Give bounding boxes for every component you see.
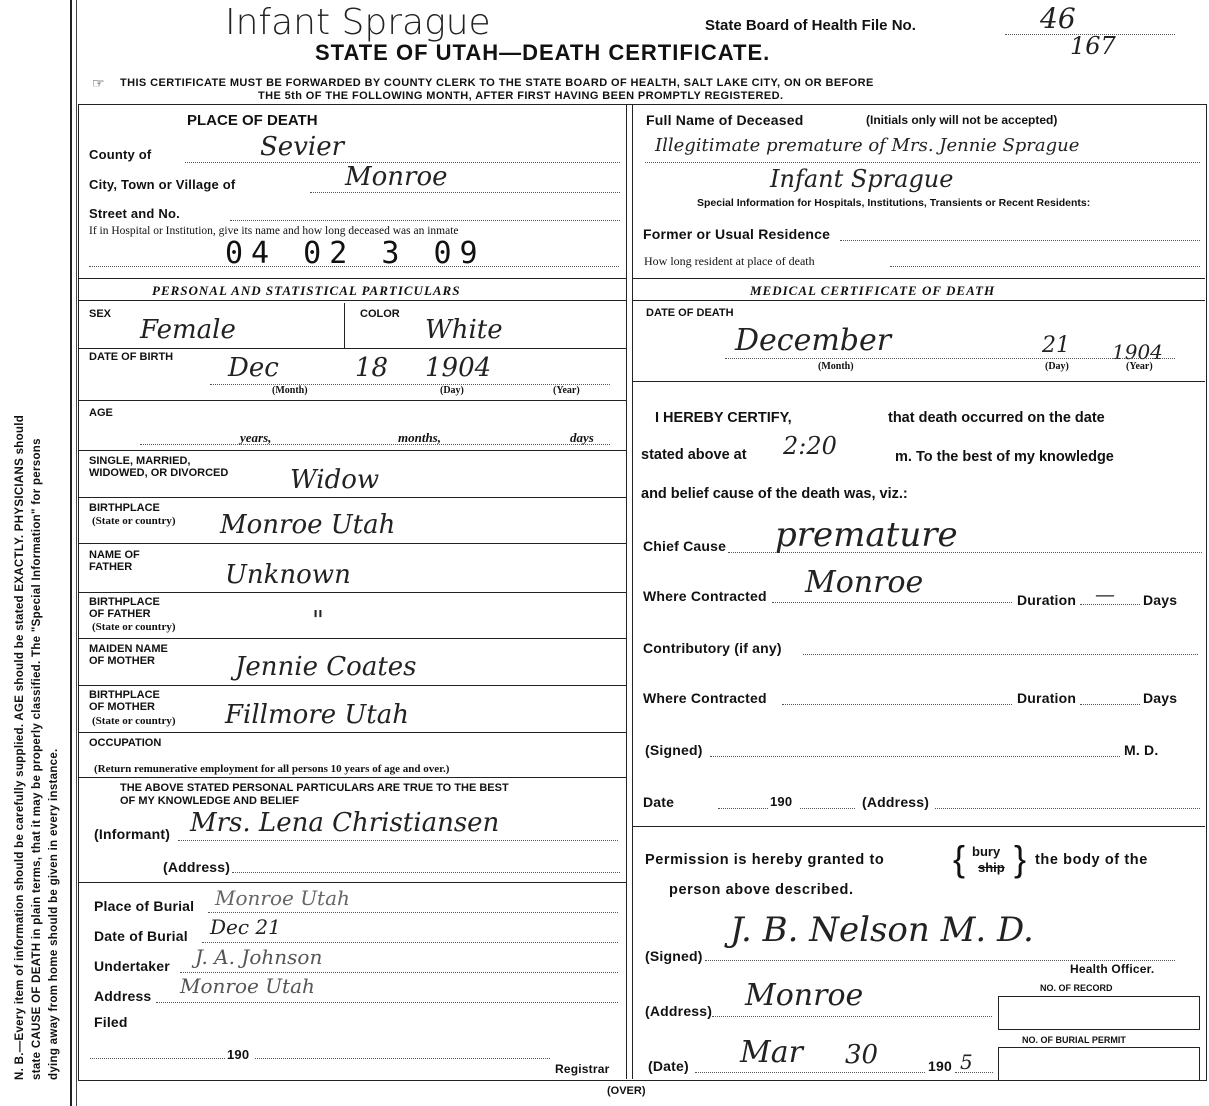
how-long-line: [890, 266, 1200, 267]
burial-section-rule: [78, 882, 626, 883]
chief-cause-label: Chief Cause: [643, 538, 727, 554]
street-line: [230, 220, 620, 221]
city-label: City, Town or Village of: [89, 177, 236, 192]
dob-month-label: (Month): [272, 385, 308, 396]
undertaker-address-line: [156, 1002, 618, 1003]
option-bury: bury: [972, 844, 1001, 859]
where-contracted-value: Monroe: [805, 565, 924, 600]
permission-address-line: [712, 1016, 992, 1017]
dob-label: DATE OF BIRTH: [89, 351, 174, 363]
center-divider-1: [626, 104, 627, 1079]
dod-day: 21: [1042, 333, 1070, 358]
medical-year-prefix: 190: [770, 794, 793, 809]
birthplace-mother-state-label: (State or country): [92, 715, 176, 727]
certify-line-1a: I HEREBY CERTIFY,: [655, 410, 792, 426]
registrar-label: Registrar: [555, 1062, 610, 1076]
birthplace-state-label: (State or country): [92, 515, 176, 527]
duration-2-line: [1080, 704, 1140, 705]
chief-cause-value: premature: [775, 515, 958, 555]
duration-2-label: Duration: [1017, 690, 1077, 706]
certificate-title: STATE OF UTAH—DEATH CERTIFICATE.: [315, 40, 771, 65]
side-note-inner: dying away from home should be given in every instance.: [48, 748, 60, 1080]
dob-day: 18: [355, 353, 389, 383]
section-rule-left-bottom: [78, 300, 626, 301]
record-number-label: NO. OF RECORD: [1040, 983, 1113, 993]
burial-place-label: Place of Burial: [94, 898, 195, 914]
birthplace-father-label-1: BIRTHPLACE: [89, 596, 160, 608]
file-number: 46: [1040, 2, 1076, 35]
street-label: Street and No.: [89, 206, 180, 221]
maiden-value: Jennie Coates: [235, 652, 417, 682]
filed-line-a: [90, 1058, 225, 1059]
file-number-2: 167: [1070, 32, 1116, 60]
side-rule-2: [76, 0, 77, 1106]
age-label: AGE: [89, 407, 113, 419]
medical-signed-line: [710, 756, 1120, 757]
permission-signed-line: [705, 960, 1175, 961]
dod-year-label: (Year): [1126, 361, 1153, 372]
duration-label: Duration: [1017, 592, 1077, 608]
birthplace-mother-label-2: OF MOTHER: [89, 701, 155, 713]
health-officer-signature: J. B. Nelson M. D.: [730, 910, 1034, 950]
permission-year-line: [955, 1072, 993, 1073]
medical-heading: MEDICAL CERTIFICATE OF DEATH: [750, 283, 996, 298]
duration-value: —: [1095, 582, 1115, 606]
medical-date-label: Date: [643, 794, 675, 810]
pointing-hand-icon: ☞: [92, 75, 105, 91]
birthplace-label: BIRTHPLACE: [89, 502, 160, 514]
dob-month: Dec: [228, 353, 279, 383]
burial-date-label: Date of Burial: [94, 928, 188, 944]
undertaker-value: J. A. Johnson: [195, 945, 323, 969]
place-of-death-heading: PLACE OF DEATH: [187, 112, 318, 129]
sex-color-divider: [344, 303, 345, 348]
medical-date-line-b: [800, 808, 855, 809]
permission-signed-label: (Signed): [645, 948, 703, 964]
undertaker-label: Undertaker: [94, 958, 170, 974]
permission-text-3: person above described.: [669, 882, 854, 898]
true-statement-1: THE ABOVE STATED PERSONAL PARTICULARS ARE TRUE TO THE BEST: [120, 782, 509, 794]
row-rule-2: [78, 400, 626, 401]
section-rule-right-bottom: [632, 300, 1205, 301]
birthplace-father-value: ": [312, 606, 324, 636]
md-label: M. D.: [1124, 742, 1159, 758]
header-name-handwritten: Infant Sprague: [225, 2, 491, 43]
full-name-label: Full Name of Deceased: [646, 112, 804, 128]
death-time: 2:20: [783, 432, 837, 460]
birthplace-father-state-label: (State or country): [92, 621, 176, 633]
full-name-underline-1: [645, 162, 1200, 163]
former-residence-label: Former or Usual Residence: [643, 226, 831, 242]
permission-section-rule: [632, 826, 1205, 827]
dob-day-label: (Day): [440, 385, 464, 396]
age-months-label: months,: [398, 430, 441, 445]
full-name-line-2: Infant Sprague: [770, 165, 954, 193]
personal-heading: PERSONAL AND STATISTICAL PARTICULARS: [152, 283, 461, 298]
dod-line: [725, 358, 1175, 359]
full-name-note: (Initials only will not be accepted): [866, 113, 1058, 127]
birthplace-mother-label-1: BIRTHPLACE: [89, 689, 160, 701]
dod-month-label: (Month): [818, 361, 854, 372]
permission-date-label: (Date): [648, 1058, 689, 1074]
informant-line: [178, 840, 618, 841]
father-label-2: FATHER: [89, 561, 133, 573]
permission-year-prefix: 190: [928, 1058, 952, 1074]
side-note-middle: state CAUSE OF DEATH in plain terms, that it may be properly classified. The "Special Information" for persons: [31, 438, 43, 1080]
filed-line-b: [255, 1058, 550, 1059]
color-value: White: [425, 315, 503, 345]
stamp-number: 04 02 3 09: [225, 236, 486, 271]
permission-text-2: the body of the: [1035, 852, 1148, 868]
record-number-box: [998, 996, 1200, 1030]
special-info-label: Special Information for Hospitals, Institutions, Transients or Recent Residents:: [697, 197, 1091, 209]
dod-day-label: (Day): [1045, 361, 1069, 372]
health-officer-label: Health Officer.: [1070, 962, 1155, 976]
row-rule-4: [78, 497, 626, 498]
dod-year: 1904: [1112, 340, 1163, 364]
father-label-1: NAME OF: [89, 549, 140, 561]
informant-address-line: [232, 872, 620, 873]
board-label: State Board of Health File No.: [705, 17, 916, 34]
marital-value: Widow: [290, 465, 380, 495]
hospital-label: If in Hospital or Institution, give its name and how long deceased was an inmate: [89, 225, 459, 237]
instruction-line-1: THIS CERTIFICATE MUST BE FORWARDED BY COUNTY CLERK TO THE STATE BOARD OF HEALTH, SALT LAKE CITY, ON OR BEFORE: [120, 77, 874, 89]
former-residence-line: [840, 240, 1200, 241]
side-rule: [70, 0, 72, 1106]
row-rule-1: [78, 348, 626, 349]
burial-date-value: Dec 21: [210, 915, 281, 939]
where-contracted-line: [772, 602, 1012, 603]
medical-address-line: [935, 808, 1200, 809]
age-line: [140, 444, 610, 445]
row-rule-10: [78, 777, 626, 778]
permission-date-day: 30: [845, 1040, 879, 1070]
marital-label-2: WIDOWED, OR DIVORCED: [89, 467, 229, 479]
option-ship: ship: [978, 860, 1005, 875]
certify-line-2a: stated above at: [641, 447, 747, 463]
county-label: County of: [89, 147, 152, 162]
certify-line-3: and belief cause of the death was, viz.:: [641, 486, 908, 502]
dod-month: December: [735, 323, 892, 358]
maiden-label-2: OF MOTHER: [89, 655, 155, 667]
row-rule-9: [78, 732, 626, 733]
informant-label: (Informant): [94, 826, 171, 842]
certify-line-2b: m. To the best of my knowledge: [895, 449, 1114, 465]
how-long-label: How long resident at place of death: [644, 254, 815, 268]
over-label: (OVER): [607, 1085, 646, 1097]
city-line: [310, 192, 620, 193]
where-contracted-2-label: Where Contracted: [643, 690, 767, 706]
section-rule-left-top: [78, 278, 626, 279]
permission-date-month: Mar: [740, 1035, 803, 1070]
medical-address-label: (Address): [862, 794, 930, 810]
burial-place-value: Monroe Utah: [215, 886, 350, 910]
where-contracted-2-line: [782, 704, 1012, 705]
contributory-line: [803, 654, 1198, 655]
row-rule-5: [78, 543, 626, 544]
marital-label-1: SINGLE, MARRIED,: [89, 455, 191, 467]
burial-permit-box: [998, 1047, 1200, 1081]
occupation-note: (Return remunerative employment for all persons 10 years of age and over.): [94, 763, 450, 775]
section-rule-right-top: [632, 278, 1205, 279]
center-divider-2: [632, 104, 633, 1079]
permission-date-line: [695, 1072, 925, 1073]
dob-line: [210, 384, 610, 385]
birthplace-father-label-2: OF FATHER: [89, 608, 151, 620]
true-statement-2: OF MY KNOWLEDGE AND BELIEF: [120, 795, 300, 807]
brace-left-icon: {: [953, 838, 966, 879]
undertaker-line: [180, 972, 618, 973]
informant-address-label: (Address): [163, 859, 231, 875]
informant-value: Mrs. Lena Christiansen: [190, 808, 500, 838]
permission-text-1: Permission is hereby granted to: [645, 852, 885, 868]
instruction-line-2: THE 5th OF THE FOLLOWING MONTH, AFTER FIRST HAVING BEEN PROMPTLY REGISTERED.: [258, 90, 784, 102]
side-note-outer: N. B.—Every item of information should be carefully supplied. AGE should be stated EXACTLY. PHYSICIANS should: [14, 414, 26, 1080]
sex-value: Female: [140, 315, 236, 345]
permission-year-suffix: 5: [960, 1050, 973, 1074]
medical-date-line-a: [718, 808, 768, 809]
occupation-label: OCCUPATION: [89, 737, 162, 749]
filed-label: Filed: [94, 1014, 128, 1030]
age-years-label: years,: [240, 430, 272, 445]
city-value: Monroe: [345, 162, 448, 192]
father-value: Unknown: [225, 560, 351, 590]
maiden-label-1: MAIDEN NAME: [89, 643, 168, 655]
dob-year: 1904: [425, 353, 492, 383]
full-name-line-1: Illegitimate premature of Mrs. Jennie Sprague: [655, 135, 1080, 156]
undertaker-address-value: Monroe Utah: [180, 974, 315, 998]
brace-right-icon: }: [1014, 838, 1027, 879]
row-rule-8: [78, 685, 626, 686]
burial-date-line: [202, 942, 618, 943]
filed-year-prefix: 190: [227, 1047, 250, 1062]
dod-label: DATE OF DEATH: [646, 307, 734, 319]
birthplace-mother-value: Fillmore Utah: [225, 700, 409, 730]
age-days-label: days: [570, 430, 594, 445]
medical-signed-label: (Signed): [645, 742, 703, 758]
birthplace-value: Monroe Utah: [220, 510, 396, 540]
county-value: Sevier: [260, 132, 345, 162]
days-2-label: Days: [1143, 690, 1178, 706]
burial-place-line: [208, 912, 618, 913]
burial-permit-label: NO. OF BURIAL PERMIT: [1022, 1035, 1126, 1045]
hospital-line: [89, 266, 619, 267]
days-label: Days: [1143, 592, 1178, 608]
permission-address-value: Monroe: [745, 978, 864, 1013]
permission-address-label: (Address): [645, 1003, 713, 1019]
medical-rule-1: [632, 381, 1205, 382]
contributory-label: Contributory (if any): [643, 640, 782, 656]
where-contracted-label: Where Contracted: [643, 588, 767, 604]
color-label: COLOR: [360, 308, 400, 320]
certify-line-1b: that death occurred on the date: [888, 410, 1105, 426]
dob-year-label: (Year): [553, 385, 580, 396]
undertaker-address-label: Address: [94, 988, 152, 1004]
row-rule-6: [78, 592, 626, 593]
row-rule-7: [78, 638, 626, 639]
row-rule-3: [78, 450, 626, 451]
sex-label: SEX: [89, 308, 112, 320]
